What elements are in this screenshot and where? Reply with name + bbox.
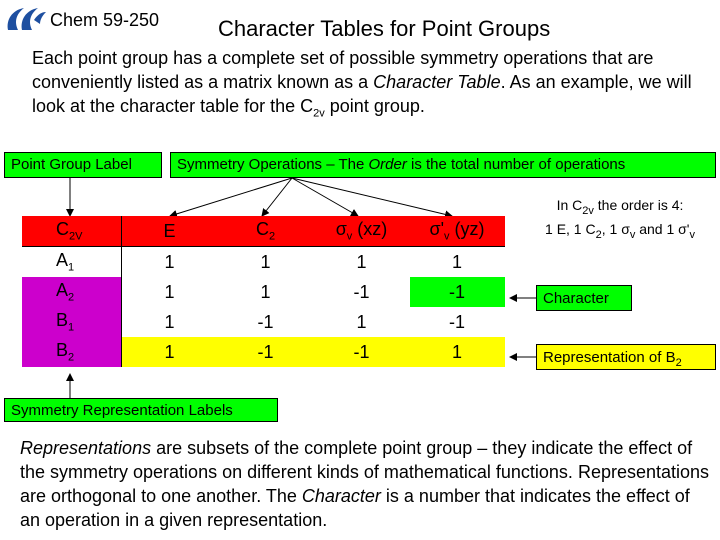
table-header-row	[22, 216, 505, 247]
character-value-highlighted: -1	[410, 277, 505, 307]
character-value: 1	[451, 251, 462, 272]
character-label-box: Character	[536, 285, 632, 311]
character-value-highlighted: -1	[218, 337, 314, 367]
course-code: Chem 59-250	[50, 10, 160, 30]
character-value: -1	[448, 311, 465, 332]
character-value: -1	[353, 281, 370, 302]
character-value: 1	[164, 311, 175, 332]
bottom-paragraph: Representations are subsets of the complete point group – they indicate the effect of the symmetry operations on different kinds of mathematical functions. Representations are orthogonal to one another. The Character is a number that indicates the effect of an operation in a given representation.	[20, 438, 710, 530]
character-value: 1	[356, 251, 367, 272]
table-row	[22, 247, 505, 278]
order-note: In $C_{2v}$ the order is 4: 1 E, 1 $C_2$, 1 $\sigma_v$ and 1 $\sigma'_v$	[545, 197, 695, 241]
character-value: 1	[356, 311, 367, 332]
character-value: 1	[164, 251, 175, 272]
character-table	[22, 216, 505, 367]
symmetry-representation-label-box: Symmetry Representation Labels	[4, 398, 278, 422]
op-cell-e: E	[121, 216, 218, 247]
symmetry-operations-label-box: Symmetry Operations – The Order is the total number of operations	[170, 152, 716, 178]
irrep-label: $A_1$	[22, 247, 121, 278]
character-value: 1	[164, 281, 175, 302]
point-group-cell: $C_{2V}$	[22, 216, 121, 247]
representation-label-box: Representation of $B_2$	[536, 344, 716, 370]
table-row	[22, 277, 505, 307]
irrep-label: $B_2$	[22, 337, 121, 367]
character-value-highlighted: 1	[121, 337, 218, 367]
op-cell-sigma-v: $\sigma_v$ (xz)	[314, 216, 410, 247]
character-value: 1	[260, 281, 271, 302]
irrep-label: $B_1$	[22, 307, 121, 337]
table-row	[22, 307, 505, 337]
character-value-highlighted: -1	[314, 337, 410, 367]
op-cell-c2: $C_2$	[218, 216, 314, 247]
character-value: -1	[257, 311, 274, 332]
irrep-label: $A_2$	[22, 277, 121, 307]
op-cell-sigma-v-prime: $\sigma'_v$ (yz)	[410, 216, 505, 247]
university-logo	[4, 6, 48, 32]
table-row	[22, 337, 505, 367]
character-value-highlighted: 1	[410, 337, 505, 367]
intro-paragraph: Each point group has a complete set of possible symmetry operations that are conveniently listed as a matrix known as a Character Table. As an example, we will look at the character table for the $C_{2v}$ point group.	[32, 48, 692, 120]
character-value: 1	[260, 251, 271, 272]
page-title: Character Tables for Point Groups	[218, 16, 551, 41]
point-group-label-box: Point Group Label	[4, 152, 162, 178]
